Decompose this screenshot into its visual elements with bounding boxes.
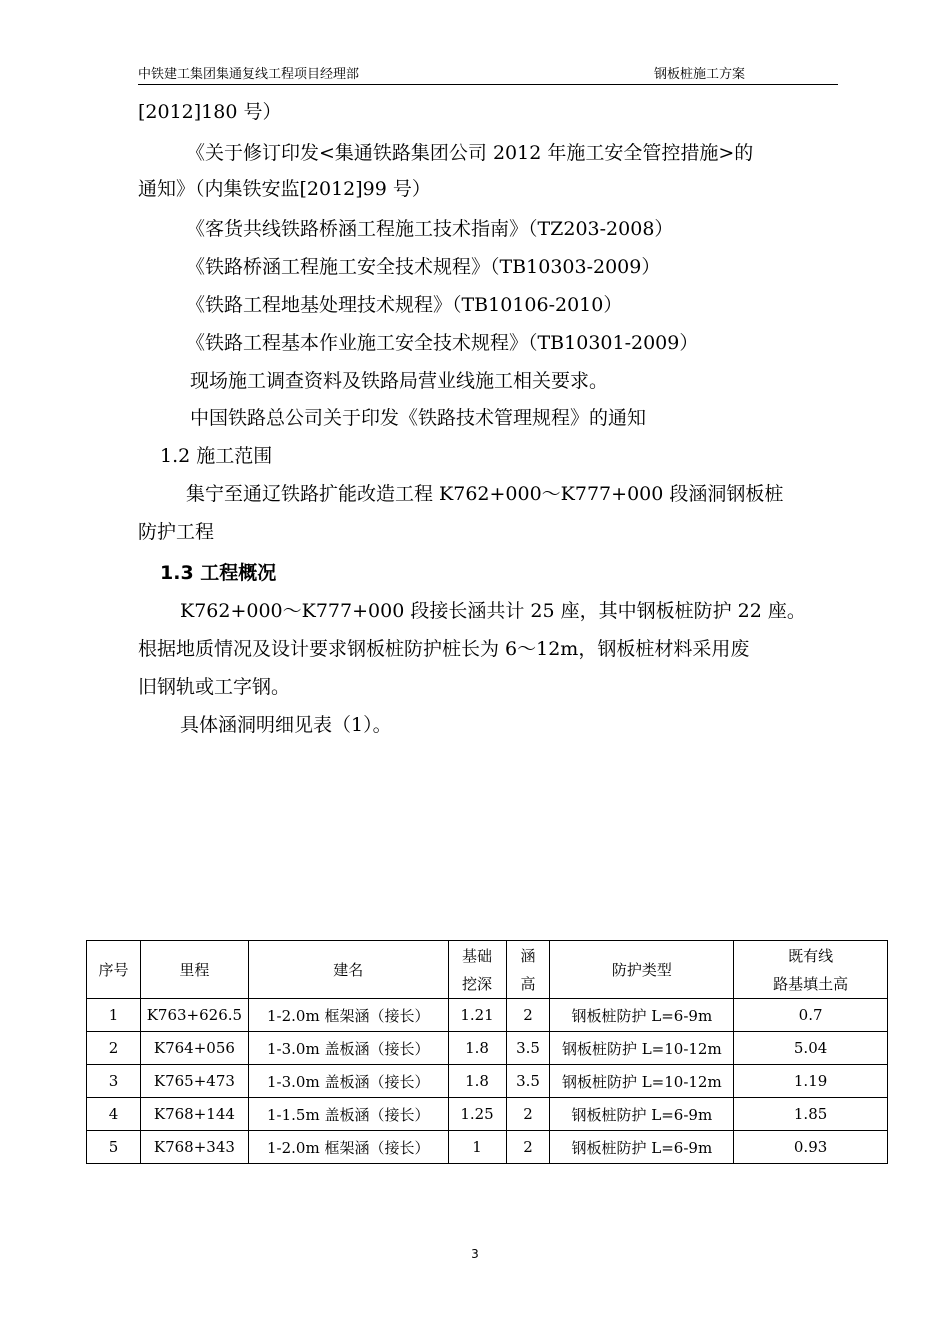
table-cell: 1.21: [448, 999, 506, 1032]
table-cell: 1.25: [448, 1098, 506, 1131]
body-line: 集宁至通辽铁路扩能改造工程 K762+000～K777+000 段涵洞钢板桩: [186, 483, 784, 505]
section-heading-1-3: 1.3 工程概况: [160, 562, 277, 584]
body-line: 通知》（内集铁安监[2012]99 号）: [138, 178, 431, 200]
col-header-fill-height: 既有线 路基填土高: [734, 941, 888, 999]
page-number: 3: [471, 1247, 479, 1261]
table-cell: 5.04: [734, 1032, 888, 1065]
table-cell: 5: [87, 1131, 141, 1164]
table-row: [87, 1098, 888, 1131]
table-cell: 1: [87, 999, 141, 1032]
body-line: 《铁路桥涵工程施工安全技术规程》（TB10303-2009）: [186, 256, 661, 278]
culvert-table: [86, 940, 888, 1164]
table-cell: 钢板桩防护 L=10-12m: [550, 1065, 734, 1098]
table-cell: 3.5: [506, 1032, 550, 1065]
body-line: 旧钢轨或工字钢。: [138, 676, 291, 698]
table-row: [87, 1131, 888, 1164]
table-cell: 2: [506, 1098, 550, 1131]
table-row: [87, 1032, 888, 1065]
body-line: 防护工程: [138, 521, 215, 543]
table-cell: 1.8: [448, 1065, 506, 1098]
table-cell: 2: [87, 1032, 141, 1065]
table-row: [87, 1065, 888, 1098]
section-heading-1-2: 1.2 施工范围: [160, 445, 273, 467]
page-header: [138, 66, 838, 85]
table-cell: 钢板桩防护 L=6-9m: [550, 999, 734, 1032]
table-cell: 2: [506, 999, 550, 1032]
col-header-mileage: 里程: [140, 941, 248, 999]
table-cell: 1.8: [448, 1032, 506, 1065]
body-line: 现场施工调查资料及铁路局营业线施工相关要求。: [190, 370, 609, 392]
table-cell: 钢板桩防护 L=10-12m: [550, 1032, 734, 1065]
table-cell: 钢板桩防护 L=6-9m: [550, 1131, 734, 1164]
table-cell: K768+144: [140, 1098, 248, 1131]
table-cell: 1-1.5m 盖板涵（接长）: [248, 1098, 448, 1131]
table-cell: K763+626.5: [140, 999, 248, 1032]
table-cell: 1: [448, 1131, 506, 1164]
table-cell: 2: [506, 1131, 550, 1164]
body-line: 中国铁路总公司关于印发《铁路技术管理规程》的通知: [190, 407, 647, 429]
table-cell: 1-3.0m 盖板涵（接长）: [248, 1065, 448, 1098]
col-header-height: 涵 高: [506, 941, 550, 999]
table-cell: K765+473: [140, 1065, 248, 1098]
table-cell: 1-2.0m 框架涵（接长）: [248, 1131, 448, 1164]
body-line: 《铁路工程基本作业施工安全技术规程》（TB10301-2009）: [186, 332, 699, 354]
table-cell: 1.85: [734, 1098, 888, 1131]
table-cell: 4: [87, 1098, 141, 1131]
body-line: 《客货共线铁路桥涵工程施工技术指南》（TZ203-2008）: [186, 218, 674, 240]
table-cell: 0.93: [734, 1131, 888, 1164]
col-header-protection: 防护类型: [550, 941, 734, 999]
body-line: K762+000～K777+000 段接长涵共计 25 座，其中钢板桩防护 22 座。: [180, 600, 806, 622]
header-left-text: 中铁建工集团集通复线工程项目经理部: [138, 67, 360, 82]
table-row: [87, 999, 888, 1032]
table-header-row: [87, 941, 888, 999]
table-cell: 1.19: [734, 1065, 888, 1098]
table-cell: 1-3.0m 盖板涵（接长）: [248, 1032, 448, 1065]
col-header-index: 序号: [87, 941, 141, 999]
table-cell: 1-2.0m 框架涵（接长）: [248, 999, 448, 1032]
body-line: 《铁路工程地基处理技术规程》（TB10106-2010）: [186, 294, 623, 316]
header-right-text: 钢板桩施工方案: [654, 67, 746, 82]
body-line: 《关于修订印发<集通铁路集团公司 2012 年施工安全管控措施>的: [186, 142, 754, 164]
table-cell: 钢板桩防护 L=6-9m: [550, 1098, 734, 1131]
table-cell: K768+343: [140, 1131, 248, 1164]
body-line: [2012]180 号）: [138, 101, 282, 123]
table-cell: 3: [87, 1065, 141, 1098]
table-cell: 3.5: [506, 1065, 550, 1098]
col-header-name: 建名: [248, 941, 448, 999]
col-header-depth: 基础 挖深: [448, 941, 506, 999]
table-cell: K764+056: [140, 1032, 248, 1065]
table-cell: 0.7: [734, 999, 888, 1032]
body-line: 具体涵洞明细见表（1）。: [180, 714, 392, 736]
body-line: 根据地质情况及设计要求钢板桩防护桩长为 6～12m，钢板桩材料采用废: [138, 638, 750, 660]
